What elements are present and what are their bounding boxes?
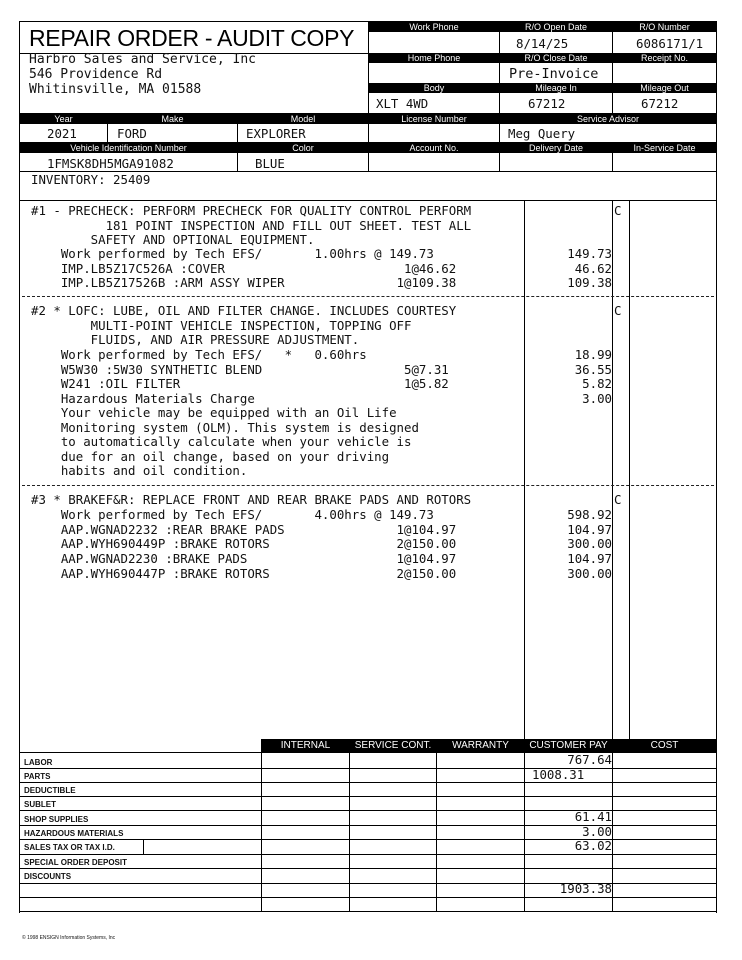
totals-row-label: DISCOUNTS [24,872,72,881]
job-amount: 3.00 [582,391,612,406]
job-line: MULTI-POINT VEHICLE INSPECTION, TOPPING OFF [31,318,412,333]
job-amount: 300.00 [567,566,612,581]
totals-row-label: SHOP SUPPLIES [24,815,89,824]
dealer-name: Harbro Sales and Service, Inc [29,52,256,67]
label-delivery-date: Delivery Date [500,143,612,153]
column-warranty: WARRANTY [437,739,524,752]
job-line: Monitoring system (OLM). This system is designed [31,420,419,435]
ro-number-value: 6086171/1 [636,36,704,51]
job-line: IMP.LB5Z17C526A :COVER 1@46.62 [31,261,457,276]
label-color: Color [238,143,368,153]
totals-sales-tax-customer-pay: 63.02 [574,838,612,853]
label-ro-open-date: R/O Open Date [500,22,612,32]
make-value: FORD [117,126,147,141]
totals-parts-customer-pay: 1008.31 [532,767,585,782]
column-cost: COST [613,739,716,752]
totals-row-label: SPECIAL ORDER DEPOSIT [24,858,127,867]
dealer-street: 546 Providence Rd [29,67,163,82]
job-amount: 104.97 [567,522,612,537]
label-account-no: Account No. [369,143,499,153]
model-value: EXPLORER [246,126,306,141]
ro-close-date-value: Pre-Invoice [509,66,599,82]
totals-row-label: HAZARDOUS MATERIALS [24,829,124,838]
inventory-value: INVENTORY: 25409 [31,172,151,187]
job-separator [22,296,714,297]
job-amount: 36.55 [574,362,612,377]
job-line: Work performed by Tech EFS/ 1.00hrs @ 149.73 [31,246,434,261]
job-line: AAP.WYH690449P :BRAKE ROTORS 2@150.00 [31,536,457,551]
ro-open-date-value: 8/14/25 [516,36,569,51]
label-vin: Vehicle Identification Number [20,143,237,153]
copyright-text: © 1998 ENSIGN Information Systems, Inc [22,935,116,941]
label-mileage-in: Mileage In [500,83,612,93]
job-line: IMP.LB5Z17526B :ARM ASSY WIPER 1@109.38 [31,275,457,290]
job-line: due for an oil change, based on your driving [31,449,390,464]
label-ro-number: R/O Number [613,22,716,32]
totals-grand-total: 1903.38 [559,881,612,896]
totals-row-label: DEDUCTIBLE [24,786,76,795]
label-home-phone: Home Phone [369,53,499,63]
job-amount: 109.38 [567,275,612,290]
job-amount: 46.62 [574,261,612,276]
label-make: Make [108,114,237,124]
column-internal: INTERNAL [262,739,349,752]
job-line: Your vehicle may be equipped with an Oil Life [31,405,397,420]
job-line: #3 * BRAKEF&R: REPLACE FRONT AND REAR BRAKE PADS AND ROTORS [31,492,472,507]
totals-shop-supplies-customer-pay: 61.41 [574,809,612,824]
year-value: 2021 [47,126,77,141]
job-amount: 149.73 [567,246,612,261]
job-amount: 5.82 [582,376,612,391]
column-service-contract: SERVICE CONT. [350,739,436,752]
label-license-number: License Number [369,114,499,124]
color-value: BLUE [255,156,285,171]
label-year: Year [20,114,107,124]
job-pay-code: C [614,303,622,318]
label-ro-close-date: R/O Close Date [500,53,612,63]
job-amount: 300.00 [567,536,612,551]
totals-hazmat-customer-pay: 3.00 [582,824,612,839]
label-body: Body [369,83,499,93]
job-line: #1 - PRECHECK: PERFORM PRECHECK FOR QUALITY CONTROL PERFORM [31,203,472,218]
vin-value: 1FMSK8DH5MGA91082 [47,156,174,171]
job-line: AAP.WGNAD2232 :REAR BRAKE PADS 1@104.97 [31,522,457,537]
job-line: 181 POINT INSPECTION AND FILL OUT SHEET. TEST ALL [31,218,472,233]
column-customer-pay: CUSTOMER PAY [525,739,612,752]
totals-row-label: SUBLET [24,800,56,809]
job-line: Work performed by Tech EFS/ 4.00hrs @ 149.73 [31,507,434,522]
page-title: REPAIR ORDER - AUDIT COPY [29,25,355,51]
totals-row-label: SALES TAX OR TAX I.D. [24,843,115,852]
label-work-phone: Work Phone [369,22,499,32]
body-value: XLT 4WD [376,96,429,111]
totals-row-label: LABOR [24,758,53,767]
job-line: W241 :OIL FILTER 1@5.82 [31,376,449,391]
dealer-city: Whitinsville, MA 01588 [29,82,202,97]
job-line: to automatically calculate when your vehicle is [31,434,412,449]
job-line: Hazardous Materials Charge [31,391,255,406]
service-advisor-value: Meg Query [508,126,576,141]
job-line: FLUIDS, AND AIR PRESSURE ADJUSTMENT. [31,332,360,347]
job-line: W5W30 :5W30 SYNTHETIC BLEND 5@7.31 [31,362,449,377]
label-service-advisor: Service Advisor [500,114,716,124]
job-separator [22,485,714,486]
totals-labor-customer-pay: 767.64 [567,752,612,767]
job-line: AAP.WGNAD2230 :BRAKE PADS 1@104.97 [31,551,457,566]
job-line: AAP.WYH690447P :BRAKE ROTORS 2@150.00 [31,566,457,581]
job-amount: 598.92 [567,507,612,522]
job-line: Work performed by Tech EFS/ * 0.60hrs [31,347,367,362]
label-in-service-date: In-Service Date [613,143,716,153]
label-receipt-no: Receipt No. [613,53,716,63]
job-pay-code: C [614,203,622,218]
mileage-in-value: 67212 [528,96,566,111]
label-model: Model [238,114,368,124]
mileage-out-value: 67212 [641,96,679,111]
label-mileage-out: Mileage Out [613,83,716,93]
job-line: SAFETY AND OPTIONAL EQUIPMENT. [31,232,315,247]
totals-row-label: PARTS [24,772,51,781]
job-pay-code: C [614,492,622,507]
job-amount: 18.99 [574,347,612,362]
job-amount: 104.97 [567,551,612,566]
job-line: #2 * LOFC: LUBE, OIL AND FILTER CHANGE. INCLUDES COURTESY [31,303,457,318]
job-line: habits and oil condition. [31,463,248,478]
